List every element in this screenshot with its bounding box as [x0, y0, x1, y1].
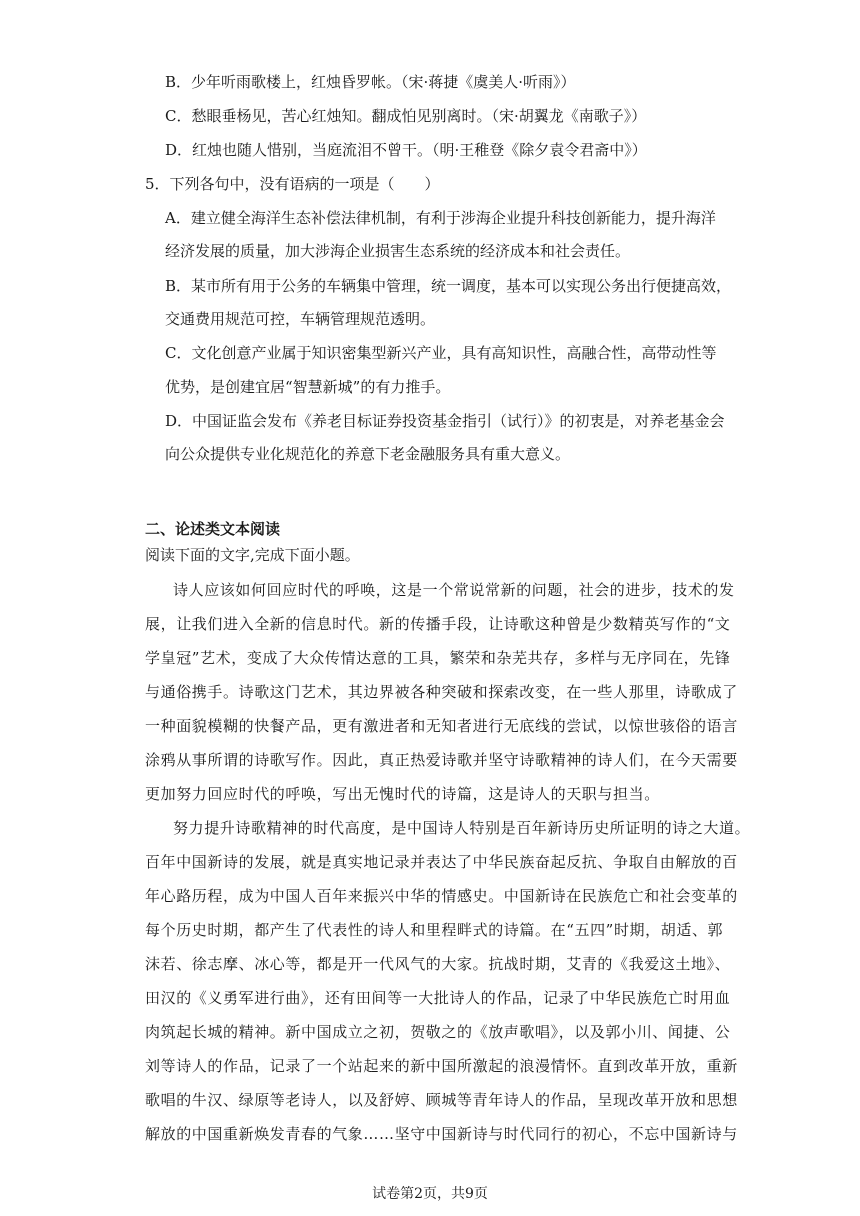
q4-option-d: D．红烛也随人惜别，当庭流泪不曾干。（明·王稚登《除夕袁令君斋中》） — [165, 141, 647, 159]
para1-line: 学皇冠”艺术，变成了大众传情达意的工具，繁荣和杂芜共存，多样与无序同在，先锋 — [145, 649, 731, 667]
q4-option-c: C．愁眼垂杨见，苦心红烛知。翻成怕见别离时。（宋·胡翼龙《南歌子》） — [165, 107, 647, 125]
q5-option-b-line2: 交通费用规范可控，车辆管理规范透明。 — [165, 310, 436, 328]
para2-line: 解放的中国重新焕发青春的气象……坚守中国新诗与时代同行的初心，不忘中国新诗与 — [145, 1125, 738, 1143]
q4-option-b: B．少年听雨歌楼上，红烛昏罗帐。（宋·蒋捷《虞美人·听雨》） — [165, 73, 576, 91]
q5-option-b-line1: B．某市所有用于公务的车辆集中管理，统一调度，基本可以实现公务出行便捷高效， — [165, 277, 732, 295]
para1-line: 与通俗携手。诗歌这门艺术，其边界被各种突破和探索改变，在一些人那里，诗歌成了 — [145, 683, 738, 701]
para1-line: 诗人应该如何回应时代的呼唤，这是一个常说常新的问题，社会的进步，技术的发 — [173, 581, 735, 599]
q5-option-c-line1: C．文化创意产业属于知识密集型新兴产业，具有高知识性，高融合性，高带动性等 — [165, 344, 717, 362]
para2-line: 努力提升诗歌精神的时代高度，是中国诗人特别是百年新诗历史所证明的诗之大道。 — [173, 819, 751, 837]
q5-option-c-line2: 优势，是创建宜居“智慧新城”的有力推手。 — [165, 378, 451, 396]
para1-line: 涂鸦从事所谓的诗歌写作。因此，真正热爱诗歌并坚守诗歌精神的诗人们，在今天需要 — [145, 751, 738, 769]
para1-line: 展，让我们进入全新的信息时代。新的传播手段，让诗歌这种曾是少数精英写作的“文 — [145, 615, 731, 633]
para2-line: 年心路历程，成为中国人百年来振兴中华的情感史。中国新诗在民族危亡和社会变革的 — [145, 887, 738, 905]
q5-option-a-line1: A．建立健全海洋生态补偿法律机制，有利于涉海企业提升科技创新能力，提升海洋 — [165, 209, 716, 227]
para1-line: 一种面貌模糊的快餐产品，更有激进者和无知者进行无底线的尝试，以惊世骇俗的语言 — [145, 717, 738, 735]
para2-line: 沫若、徐志摩、冰心等，都是开一代风气的大家。抗战时期，艾青的《我爱这土地》、 — [145, 955, 731, 973]
para2-line: 百年中国新诗的发展，就是真实地记录并表达了中华民族奋起反抗、争取自由解放的百 — [145, 853, 738, 871]
q5-option-a-line2: 经济发展的质量，加大涉海企业损害生态系统的经济成本和社会责任。 — [165, 242, 631, 260]
para2-line: 田汉的《义勇军进行曲》，还有田间等一大批诗人的作品，记录了中华民族危亡时用血 — [145, 989, 731, 1007]
para2-line: 歌唱的牛汉、绿原等老诗人，以及舒婷、顾城等青年诗人的作品，呈现改革开放和思想 — [145, 1091, 738, 1109]
section-title: 二、论述类文本阅读 — [145, 520, 281, 538]
q5-option-d-line2: 向公众提供专业化规范化的养意下老金融服务具有重大意义。 — [165, 445, 571, 463]
page-footer: 试卷第2页，共9页 — [372, 1186, 488, 1202]
para2-line: 肉筑起长城的精神。新中国成立之初，贺敬之的《放声歌唱》，以及郭小川、闻捷、公 — [145, 1023, 731, 1041]
q5-stem: 5．下列各句中，没有语病的一项是（ ） — [145, 175, 440, 193]
para1-line: 更加努力回应时代的呼唤，写出无愧时代的诗篇，这是诗人的天职与担当。 — [145, 785, 660, 803]
section-intro: 阅读下面的文字,完成下面小题。 — [145, 546, 360, 564]
para2-line: 刘等诗人的作品，记录了一个站起来的新中国所激起的浪漫情怀。直到改革开放，重新 — [145, 1057, 738, 1075]
q5-option-d-line1: D．中国证监会发布《养老目标证券投资基金指引（试行）》的初衷是，对养老基金会 — [165, 412, 725, 430]
para2-line: 每个历史时期，都产生了代表性的诗人和里程畔式的诗篇。在“五四”时期，胡适、郭 — [145, 921, 724, 939]
